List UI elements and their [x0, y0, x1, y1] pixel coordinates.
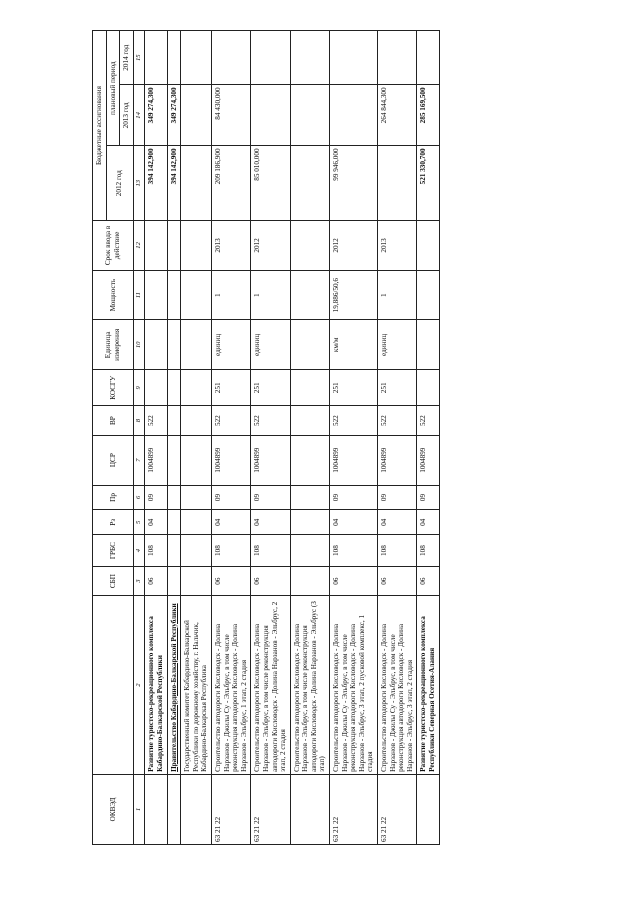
okved-cell: 63 21 22	[251, 774, 290, 844]
amount-2013-cell: 349 274,300	[167, 85, 181, 146]
pr-cell: 09	[417, 485, 439, 510]
sbp-cell: 06	[330, 566, 378, 595]
header-planned: плановый период	[106, 31, 120, 146]
kosgu-cell	[417, 370, 439, 406]
name-cell: Развитие туристско-рекреационного комплекса Республики Северная Осетия-Алания	[417, 596, 439, 775]
amount-2014-cell	[181, 31, 212, 85]
grbs-cell	[290, 535, 329, 567]
kosgu-cell: 251	[211, 370, 250, 406]
unit-cell	[417, 320, 439, 370]
col-number: 8	[133, 406, 145, 435]
vr-cell: 522	[145, 406, 167, 435]
rz-cell	[167, 510, 181, 535]
amount-2013-cell	[290, 85, 329, 146]
header-row-1	[93, 31, 107, 845]
col-number: 7	[133, 435, 145, 485]
amount-2013-cell	[181, 85, 212, 146]
amount-2012-cell: 99 946,000	[330, 146, 378, 221]
capacity-cell	[181, 270, 212, 320]
header-rz: Рз	[93, 510, 134, 535]
csr-cell: 1004899	[417, 435, 439, 485]
unit-cell: единиц	[378, 320, 417, 370]
col-number: 12	[133, 221, 145, 271]
col-number: 14	[133, 85, 145, 146]
vr-cell	[181, 406, 212, 435]
name-cell: Строительство автодороги Кисловодск - Долина Нарзанов - Эльбрус, в том числе реконструкция автодороги Кисловодск - Долина Нарзанов - Эльбрус (3 этап)	[290, 596, 329, 775]
header-2013: 2013 год	[120, 85, 134, 146]
table-row	[330, 31, 378, 845]
okved-cell: 63 21 22	[330, 774, 378, 844]
amount-2014-cell	[417, 31, 439, 85]
grbs-cell	[181, 535, 212, 567]
rz-cell	[290, 510, 329, 535]
table-row	[145, 31, 167, 845]
kosgu-cell	[145, 370, 167, 406]
okved-cell: 63 21 22	[378, 774, 417, 844]
pr-cell	[167, 485, 181, 510]
table-row	[378, 31, 417, 845]
rz-cell: 04	[417, 510, 439, 535]
name-cell: Строительство автодороги Кисловодск - Долина Нарзанов - Джилы Су - Эльбрус, в том числе реконструкция автодороги Кисловодск - Долина Нарзанов - Эльбрус, 3 этап, 2 пусковой комплекс, 1 стадия	[330, 596, 378, 775]
column-number-row	[133, 31, 145, 845]
rz-cell	[181, 510, 212, 535]
sbp-cell	[167, 566, 181, 595]
table-row	[211, 31, 250, 845]
amount-2014-cell	[330, 31, 378, 85]
pr-cell	[290, 485, 329, 510]
vr-cell: 522	[251, 406, 290, 435]
table-row	[417, 31, 439, 845]
okved-cell	[290, 774, 329, 844]
amount-2012-cell	[181, 146, 212, 221]
capacity-cell: 1	[251, 270, 290, 320]
capacity-cell	[145, 270, 167, 320]
grbs-cell: 108	[145, 535, 167, 567]
amount-2013-cell: 84 430,000	[211, 85, 250, 146]
vr-cell	[167, 406, 181, 435]
name-cell: Развитие туристско-рекреационного комплекса Кабардино-Балкарской Республики	[145, 596, 167, 775]
unit-cell	[290, 320, 329, 370]
unit-cell: единиц	[251, 320, 290, 370]
amount-2014-cell	[167, 31, 181, 85]
amount-2013-cell	[330, 85, 378, 146]
vr-cell: 522	[211, 406, 250, 435]
term-cell	[290, 221, 329, 271]
csr-cell: 1004899	[145, 435, 167, 485]
sbp-cell: 06	[378, 566, 417, 595]
amount-2014-cell	[378, 31, 417, 85]
capacity-cell: 1	[211, 270, 250, 320]
sbp-cell: 06	[417, 566, 439, 595]
vr-cell: 522	[378, 406, 417, 435]
col-number: 10	[133, 320, 145, 370]
grbs-cell: 108	[417, 535, 439, 567]
amount-2014-cell	[211, 31, 250, 85]
kosgu-cell	[181, 370, 212, 406]
okved-cell	[181, 774, 212, 844]
unit-cell: единиц	[211, 320, 250, 370]
header-name	[93, 596, 134, 775]
name-cell: Государственный комитет Кабардино-Балкарской Республики по дорожному хозяйству, г. Нальчик, Кабардино-Балкарская Республика	[181, 596, 212, 775]
grbs-cell: 108	[330, 535, 378, 567]
kosgu-cell: 251	[251, 370, 290, 406]
unit-cell	[181, 320, 212, 370]
budget-table	[92, 30, 440, 845]
vr-cell: 522	[417, 406, 439, 435]
grbs-cell: 108	[211, 535, 250, 567]
amount-2013-cell: 264 844,300	[378, 85, 417, 146]
header-vr: ВР	[93, 406, 134, 435]
capacity-cell: 19,886/50,6	[330, 270, 378, 320]
vr-cell: 522	[330, 406, 378, 435]
term-cell: 2013	[211, 221, 250, 271]
amount-2013-cell: 285 169,500	[417, 85, 439, 146]
header-okved: ОКВЭД	[93, 774, 134, 844]
col-number: 1	[133, 774, 145, 844]
table-row	[181, 31, 212, 845]
pr-cell: 09	[145, 485, 167, 510]
sbp-cell	[181, 566, 212, 595]
header-2012: 2012 год	[106, 146, 133, 221]
header-kosgu: КОСГУ	[93, 370, 134, 406]
term-cell	[167, 221, 181, 271]
pr-cell: 09	[251, 485, 290, 510]
col-number: 5	[133, 510, 145, 535]
col-number: 9	[133, 370, 145, 406]
csr-cell: 1004899	[251, 435, 290, 485]
header-pr: Пр	[93, 485, 134, 510]
rotated-table-container	[92, 30, 640, 845]
rz-cell: 04	[251, 510, 290, 535]
okved-cell	[417, 774, 439, 844]
header-grbs: ГРБС	[93, 535, 134, 567]
csr-cell	[290, 435, 329, 485]
col-number: 15	[133, 31, 145, 85]
capacity-cell: 1	[378, 270, 417, 320]
kosgu-cell	[167, 370, 181, 406]
pr-cell: 09	[211, 485, 250, 510]
amount-2012-cell	[290, 146, 329, 221]
amount-2012-cell: 209 186,900	[211, 146, 250, 221]
table-row	[251, 31, 290, 845]
sbp-cell: 06	[145, 566, 167, 595]
rz-cell: 04	[211, 510, 250, 535]
amount-2014-cell	[290, 31, 329, 85]
term-cell	[417, 221, 439, 271]
col-number: 13	[133, 146, 145, 221]
capacity-cell	[167, 270, 181, 320]
okved-cell	[145, 774, 167, 844]
amount-2012-cell: 521 330,700	[417, 146, 439, 221]
csr-cell	[167, 435, 181, 485]
header-2014: 2014 год	[120, 31, 134, 85]
unit-cell: км/м	[330, 320, 378, 370]
name-cell: Строительство автодороги Кисловодск - Долина Нарзанов - Джилы Су - Эльбрус, в том числе реконструкция автодороги Кисловодск - Долина Нарзанов - Эльбрус, 1 этап, 2 стадия	[211, 596, 250, 775]
rz-cell: 04	[378, 510, 417, 535]
rz-cell: 04	[330, 510, 378, 535]
csr-cell: 1004899	[378, 435, 417, 485]
header-term: Срок ввода в действие	[93, 221, 134, 271]
pr-cell	[181, 485, 212, 510]
header-budget: Бюджетные ассигнования	[93, 31, 107, 221]
term-cell	[145, 221, 167, 271]
okved-cell	[167, 774, 181, 844]
header-csr: ЦСР	[93, 435, 134, 485]
col-number: 2	[133, 596, 145, 775]
pr-cell: 09	[330, 485, 378, 510]
okved-cell: 63 21 22	[211, 774, 250, 844]
kosgu-cell: 251	[330, 370, 378, 406]
term-cell: 2012	[330, 221, 378, 271]
kosgu-cell	[290, 370, 329, 406]
pr-cell: 09	[378, 485, 417, 510]
col-number: 11	[133, 270, 145, 320]
name-cell: Правительство Кабардино-Балкарской Республики	[167, 596, 181, 775]
amount-2013-cell	[251, 85, 290, 146]
header-unit: Единица измерения	[93, 320, 134, 370]
table-row	[167, 31, 181, 845]
capacity-cell	[417, 270, 439, 320]
table-row	[290, 31, 329, 845]
grbs-cell: 108	[251, 535, 290, 567]
sbp-cell: 06	[211, 566, 250, 595]
kosgu-cell: 251	[378, 370, 417, 406]
sbp-cell: 06	[251, 566, 290, 595]
name-cell: Строительство автодороги Кисловодск - Долина Нарзанов - Эльбрус, в том числе реконструкция автодороги Кисловодск - Долина Нарзанов - Эльбрус, 2 этап, 2 стадия	[251, 596, 290, 775]
col-number: 4	[133, 535, 145, 567]
vr-cell	[290, 406, 329, 435]
rz-cell: 04	[145, 510, 167, 535]
amount-2012-cell	[378, 146, 417, 221]
amount-2014-cell	[251, 31, 290, 85]
col-number: 6	[133, 485, 145, 510]
sbp-cell	[290, 566, 329, 595]
name-cell: Строительство автодороги Кисловодск - Долина Нарзанов - Джилы Су - Эльбрус, в том числе реконструкция автодороги Кисловодск - Долина Нарзанов - Эльбрус, 3 этап, 2 стадия	[378, 596, 417, 775]
term-cell	[181, 221, 212, 271]
unit-cell	[145, 320, 167, 370]
term-cell: 2013	[378, 221, 417, 271]
term-cell: 2012	[251, 221, 290, 271]
grbs-cell	[167, 535, 181, 567]
capacity-cell	[290, 270, 329, 320]
col-number: 3	[133, 566, 145, 595]
amount-2012-cell: 394 142,900	[145, 146, 167, 221]
csr-cell: 1004899	[211, 435, 250, 485]
grbs-cell: 108	[378, 535, 417, 567]
csr-cell: 1004899	[330, 435, 378, 485]
amount-2012-cell: 85 010,000	[251, 146, 290, 221]
amount-2012-cell: 394 142,900	[167, 146, 181, 221]
unit-cell	[167, 320, 181, 370]
amount-2013-cell: 349 274,300	[145, 85, 167, 146]
amount-2014-cell	[145, 31, 167, 85]
csr-cell	[181, 435, 212, 485]
header-sbp: СБП	[93, 566, 134, 595]
header-capacity: Мощность	[93, 270, 134, 320]
